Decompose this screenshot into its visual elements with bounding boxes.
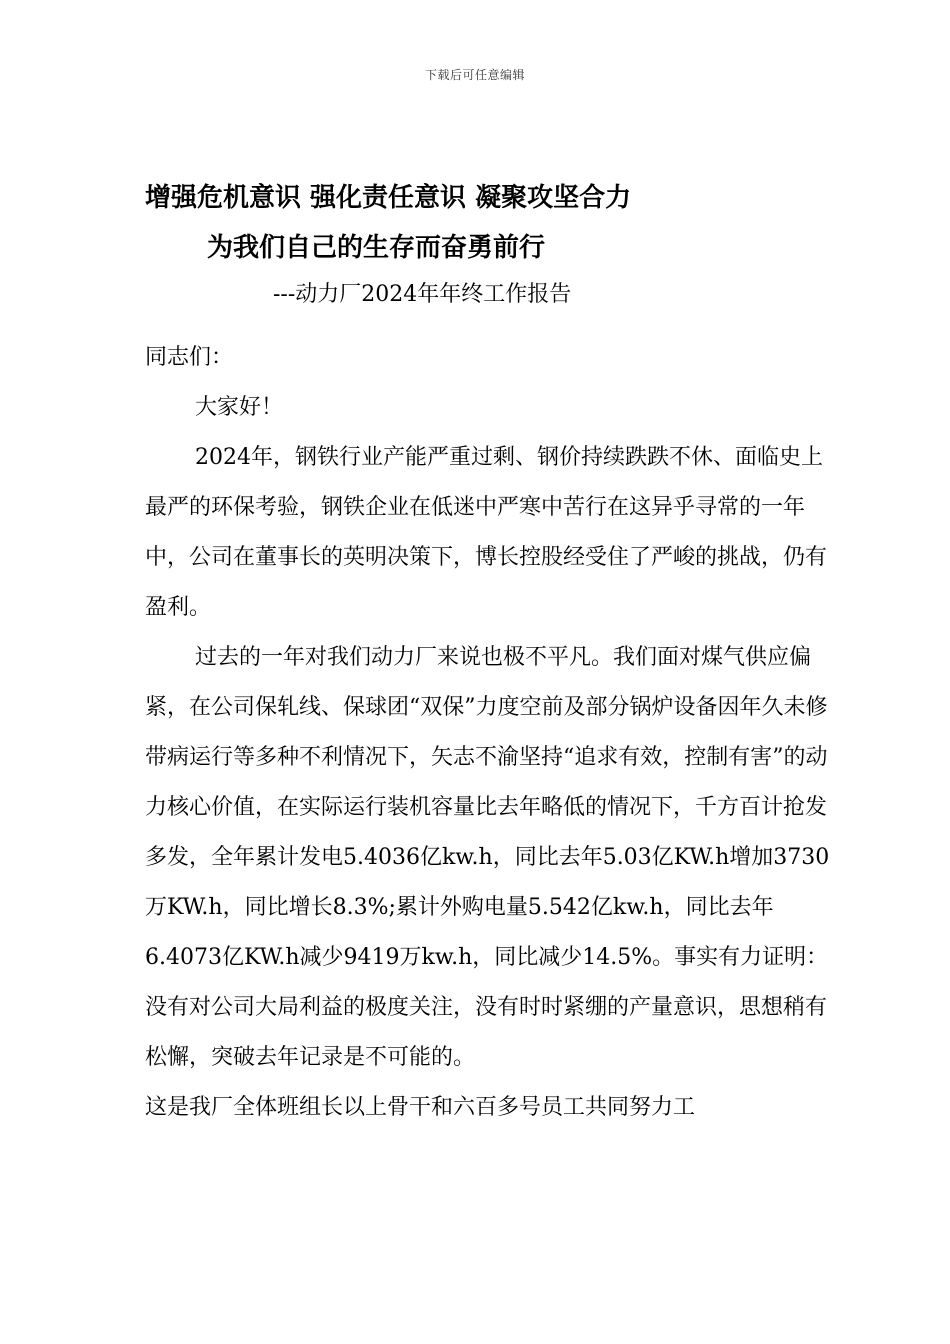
title-line-2: 为我们自己的生存而奋勇前行 (207, 233, 546, 263)
salutation: 同志们： (145, 345, 234, 370)
paragraph-2: 过去的一年对我们动力厂来说也极不平凡。我们面对煤气供应偏紧，在公司保轧线、保球团“双保”力度空前及部分锅炉设备因年久未修带病运行等多种不利情况下，矢志不渝坚持“追求有效，控制有害”的动力核心价值，在实际运行装机容量比去年略低的情况下，千方百计抢发多发，全年累计发电5.4036亿kw.h，同比去年5.03亿KW.h增加3730万KW.h，同比增长8.3%;累计外购电量5.542亿kw.h，同比去年6.4073亿KW.h减少9419万kw.h，同比减少14.5%。事实有力证明：没有对公司大局利益的极度关注，没有时时紧绷的产量意识，思想稍有松懈，突破去年记录是不可能的。 (145, 645, 830, 1070)
header-note: 下载后可任意编辑 (424, 68, 525, 82)
body-text (145, 333, 835, 1133)
paragraph-3: 这是我厂全体班组长以上骨干和六百多号员工共同努力工 (145, 1095, 696, 1120)
title-line-1: 增强危机意识 强化责任意识 凝聚攻坚合力 (145, 183, 632, 213)
subtitle: ---动力厂2024年年终工作报告 (273, 282, 572, 307)
paragraph-1: 2024年，钢铁行业产能严重过剩、钢价持续跌跌不休、面临史上最严的环保考验，钢铁企业在低迷中严寒中苦行在这异乎寻常的一年中，公司在董事长的英明决策下，博长控股经受住了严峻的挑战，仍有盈利。 (145, 445, 828, 620)
greeting: 大家好！ (195, 395, 284, 420)
